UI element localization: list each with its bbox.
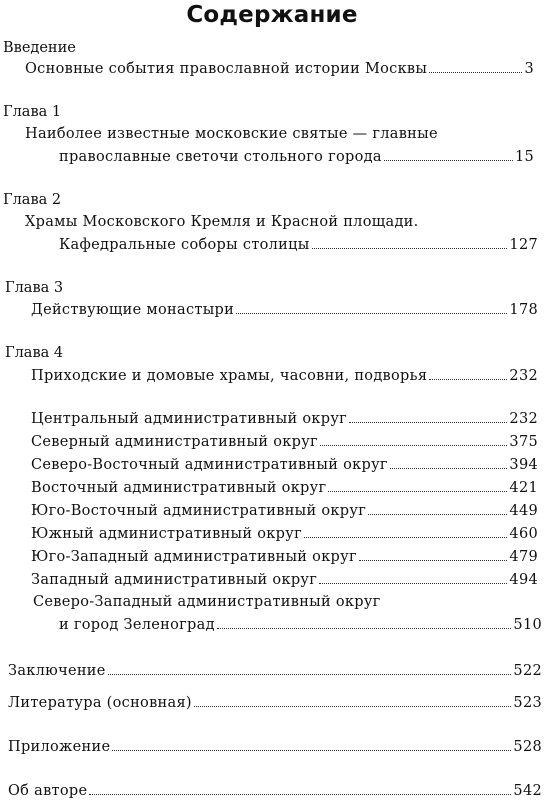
toc-entry-chapter4[interactable] (31, 367, 538, 385)
page-number: 449 (509, 503, 538, 519)
dot-leader (429, 379, 507, 380)
toc-entry-text: Заключение (8, 663, 106, 679)
toc-entry-intro[interactable] (25, 60, 534, 78)
district-title-line1: Северо-Западный административный округ (33, 594, 381, 610)
toc-entry-chapter1[interactable] (59, 148, 534, 166)
page-number: 523 (513, 695, 542, 711)
page-number: 375 (509, 434, 538, 450)
toc-entry-district[interactable] (31, 548, 538, 566)
toc-entry-literature[interactable] (8, 694, 542, 712)
toc-entry-text: Действующие монастыри (31, 302, 235, 318)
toc-entry-district[interactable] (59, 616, 542, 634)
chapter1-title-line1: Наиболее известные московские святые — главные (25, 126, 438, 142)
chapter4-heading: Глава 4 (5, 345, 64, 361)
page-number: 460 (509, 526, 538, 542)
page-number: 232 (509, 368, 538, 384)
toc-entry-text: православные светочи стольного города (59, 149, 382, 165)
toc-entry-district[interactable] (31, 410, 538, 428)
dot-leader (312, 248, 508, 249)
toc-entry-text: Основные события православной истории Москвы (25, 61, 428, 77)
page-number: 479 (509, 549, 538, 565)
toc-entry-text: Приходские и домовые храмы, часовни, подворья (31, 368, 428, 384)
page-number: 394 (509, 457, 538, 473)
toc-entry-text: Северный административный округ (31, 434, 318, 450)
page-number: 528 (513, 739, 542, 755)
page-number: 421 (509, 480, 538, 496)
toc-entry-district[interactable] (31, 571, 538, 589)
toc-entry-district[interactable] (31, 456, 538, 474)
page-title: Содержание (186, 2, 358, 28)
toc-entry-conclusion[interactable] (8, 662, 542, 680)
toc-entry-text: Литература (основная) (8, 695, 192, 711)
toc-entry-text: Об авторе (8, 783, 88, 799)
page-number: 127 (509, 237, 538, 253)
toc-entry-text: Западный административный округ (31, 572, 318, 588)
dot-leader (304, 537, 507, 538)
toc-entry-text: Южный административный округ (31, 526, 302, 542)
dot-leader (194, 706, 512, 707)
chapter2-title-line1: Храмы Московского Кремля и Красной площади. (25, 214, 419, 230)
toc-entry-about-author[interactable] (8, 782, 542, 800)
dot-leader (319, 583, 507, 584)
toc-entry-text: Юго-Восточный административный округ (31, 503, 367, 519)
dot-leader (390, 468, 508, 469)
toc-entry-text: Юго-Западный административный округ (31, 549, 357, 565)
dot-leader (368, 514, 507, 515)
toc-entry-text: Центральный административный округ (31, 411, 348, 427)
chapter3-heading: Глава 3 (5, 280, 64, 296)
toc-entry-district[interactable] (31, 479, 538, 497)
dot-leader (384, 160, 513, 161)
dot-leader (328, 491, 507, 492)
dot-leader (359, 560, 508, 561)
page-number: 3 (524, 61, 534, 77)
toc-entry-text: и город Зеленоград (59, 617, 215, 633)
page-number: 15 (514, 149, 534, 165)
intro-heading: Введение (3, 40, 76, 56)
toc-entry-district[interactable] (31, 433, 538, 451)
dot-leader (89, 794, 511, 795)
toc-entry-district[interactable] (31, 502, 538, 520)
page-number: 178 (509, 302, 538, 318)
dot-leader (320, 445, 507, 446)
page-number: 510 (513, 617, 542, 633)
toc-entry-chapter3[interactable] (31, 301, 538, 319)
dot-leader (236, 313, 507, 314)
toc-entry-text: Восточный административный округ (31, 480, 327, 496)
toc-entry-text: Приложение (8, 739, 111, 755)
toc-entry-chapter2[interactable] (59, 236, 538, 254)
page-number: 232 (509, 411, 538, 427)
page-number: 522 (513, 663, 542, 679)
toc-entry-text: Кафедральные соборы столицы (59, 237, 310, 253)
dot-leader (217, 628, 512, 629)
dot-leader (108, 674, 512, 675)
toc-entry-district[interactable] (31, 525, 538, 543)
dot-leader (429, 72, 522, 73)
chapter2-heading: Глава 2 (3, 192, 62, 208)
toc-entry-text: Северо-Восточный административный округ (31, 457, 388, 473)
chapter1-heading: Глава 1 (3, 104, 62, 120)
page-number: 494 (509, 572, 538, 588)
toc-entry-appendix[interactable] (8, 738, 542, 756)
dot-leader (349, 422, 507, 423)
dot-leader (112, 750, 511, 751)
page-number: 542 (513, 783, 542, 799)
